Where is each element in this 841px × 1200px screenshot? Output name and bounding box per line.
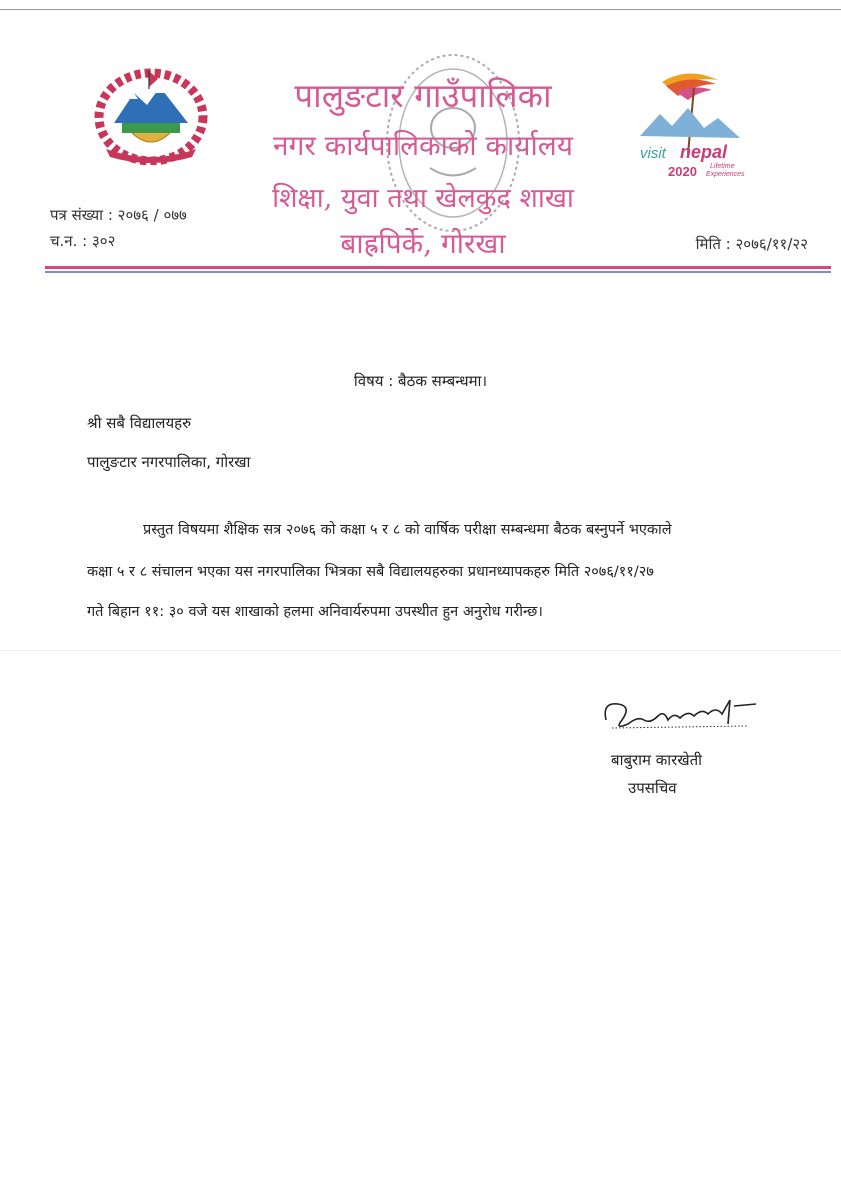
svg-text:2020: 2020: [668, 164, 697, 179]
office-name: नगर कार्यपालिकाको कार्यालय: [273, 129, 573, 162]
signatory-title: उपसचिव: [628, 779, 677, 797]
handwritten-signature: [598, 690, 763, 738]
nepal-emblem-icon: [92, 65, 210, 165]
body-line-3: गते बिहान ११: ३० वजे यस शाखाको हलमा अनिवार्यरुपमा उपस्थीत हुन अनुरोध गरीन्छ।: [87, 604, 543, 620]
header-divider-pink: [45, 266, 831, 269]
recipient-address: पालुङटार नगरपालिका, गोरखा: [87, 453, 251, 471]
svg-text:Lifetime: Lifetime: [710, 163, 735, 170]
body-line-2: कक्षा ५ र ८ संचालन भएका यस नगरपालिका भित्रका सबै विद्यालयहरुका प्रधानध्यापकहरु मिति २०७६/११/२७: [87, 564, 654, 580]
section-name: शिक्षा, युवा तथा खेलकुद शाखा: [272, 183, 574, 214]
page-top-edge: [0, 9, 841, 10]
letter-date: मिति : २०७६/११/२२: [695, 235, 808, 253]
header-divider-blue: [45, 271, 831, 273]
letter-subject: विषय : बैठक सम्बन्धमा।: [353, 372, 488, 390]
recipient: श्री सबै विद्यालयहरु: [87, 414, 192, 432]
svg-text:Experiences: Experiences: [706, 171, 745, 178]
svg-text:nepal: nepal: [680, 142, 728, 162]
visit-nepal-2020-logo: [636, 70, 766, 182]
municipality-name: पालुङटार गाउँपालिका: [294, 76, 552, 115]
reference-number: पत्र संख्या : २०७६ / ०७७: [50, 206, 187, 224]
body-line-1: प्रस्तुत विषयमा शैक्षिक सत्र २०७६ को कक्षा ५ र ८ को वार्षिक परीक्षा सम्बन्धमा बैठक बस्नुपर्ने भएकाले: [143, 522, 672, 538]
svg-text:visit: visit: [640, 145, 666, 162]
signatory-name: बाबुराम कारखेती: [611, 751, 703, 769]
dispatch-number: च.न. : ३०२: [50, 232, 116, 250]
office-location: बाह्रपिर्के, गोरखा: [340, 227, 506, 260]
paper-fold-line: [0, 650, 841, 651]
